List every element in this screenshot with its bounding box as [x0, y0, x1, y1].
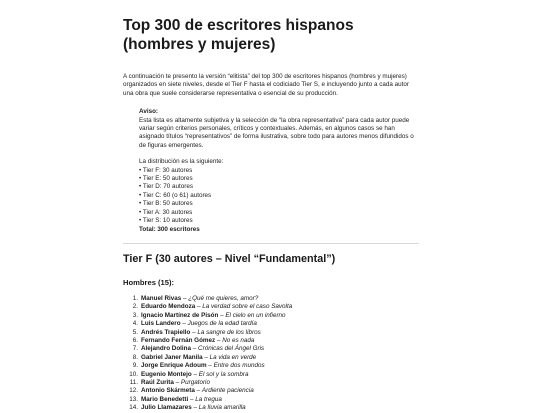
author-entry — [141, 387, 254, 395]
author-number: 1. — [132, 294, 138, 302]
author-item — [123, 404, 419, 412]
author-separator: – — [191, 370, 199, 378]
distribution-heading: La distribución es la siguiente: — [139, 158, 224, 166]
author-entry — [141, 379, 210, 387]
distribution-item: • Tier C: 60 (o 61) autores — [139, 192, 419, 200]
author-work: La lluvia amarilla — [198, 404, 246, 412]
author-name: Manuel Rivas — [141, 294, 182, 302]
notice-text: Esta lista es altamente subjetiva y la selección de “la obra representativa” para cada autor puede variar según criterios personales, críticos y contextuales. Además, en algunos casos se han asignado títulos “representativos” de forma ilustrativa, sobre todo para autores menos difundidos o de figuras emergentes. — [139, 116, 414, 149]
author-work: Purgatorio — [180, 378, 210, 386]
author-work: Crónicas del Ángel Gris — [198, 345, 265, 353]
author-work: El cielo en un infierno — [225, 311, 286, 319]
section-title: Tier F (30 autores – Nivel “Fundamental”) — [123, 252, 336, 265]
author-entry — [141, 371, 248, 379]
author-work: El sol y la sombra — [198, 370, 249, 378]
notice-block — [139, 108, 419, 150]
distribution-item: • Tier S: 10 autores — [139, 217, 419, 225]
author-item — [123, 362, 419, 370]
author-item — [123, 320, 419, 328]
distribution-item: • Tier D: 70 autores — [139, 183, 419, 191]
distribution-item: • Tier F: 30 autores — [139, 167, 419, 175]
author-name: Eugenio Montejo — [141, 370, 192, 378]
page-title: Top 300 de escritores hispanos (hombres y mujeres) — [123, 17, 354, 53]
author-name: Eduardo Mendoza — [141, 303, 196, 311]
author-separator: – — [195, 303, 203, 311]
author-work: Ardiente paciencia — [201, 387, 254, 395]
author-number: 10. — [129, 370, 138, 378]
author-separator: – — [191, 404, 199, 412]
author-separator: – — [181, 294, 189, 302]
distribution-total: Total: 300 escritores — [139, 225, 200, 233]
author-item — [123, 371, 419, 379]
author-item — [123, 312, 419, 320]
distribution-list — [139, 167, 419, 226]
author-separator: – — [206, 362, 214, 370]
author-work: No es nada — [222, 336, 255, 344]
author-separator: – — [215, 336, 223, 344]
author-name: Julio Llamazares — [141, 404, 192, 412]
author-separator: – — [188, 395, 196, 403]
author-name: Raúl Zurita — [141, 378, 174, 386]
author-number: 3. — [132, 311, 138, 319]
author-name: Fernando Fernán Gómez — [141, 336, 216, 344]
author-name: Alejandro Dolina — [141, 345, 192, 353]
author-number: 8. — [132, 353, 138, 361]
author-entry — [141, 396, 222, 404]
author-work: La vida en verde — [209, 353, 257, 361]
author-item — [123, 345, 419, 353]
author-separator: – — [180, 320, 188, 328]
author-entry — [141, 295, 258, 303]
author-name: Jorge Enrique Adoum — [141, 362, 207, 370]
author-separator: – — [191, 345, 199, 353]
distribution-block — [139, 158, 419, 234]
author-entry — [141, 312, 286, 320]
author-name: Andrés Trapiello — [141, 328, 191, 336]
author-separator: – — [194, 387, 202, 395]
author-entry — [141, 354, 256, 362]
author-work: ¿Qué me quieres, amor? — [188, 294, 259, 302]
author-number: 11. — [129, 378, 138, 386]
author-item — [123, 387, 419, 395]
author-number: 5. — [132, 328, 138, 336]
notice-title: Aviso: — [139, 108, 159, 116]
author-item — [123, 379, 419, 387]
document-body — [123, 0, 419, 413]
distribution-item: • Tier B: 50 autores — [139, 200, 419, 208]
author-number: 6. — [132, 336, 138, 344]
author-entry — [141, 303, 292, 311]
author-separator: – — [202, 353, 210, 361]
author-number: 14. — [129, 404, 138, 412]
author-item — [123, 303, 419, 311]
author-separator: – — [173, 378, 181, 386]
author-number: 9. — [132, 362, 138, 370]
author-name: Ignacio Martínez de Pisón — [141, 311, 219, 319]
author-entry — [141, 404, 246, 412]
author-work: La sangre de los libros — [197, 328, 261, 336]
author-entry — [141, 345, 264, 353]
distribution-item: • Tier A: 30 autores — [139, 209, 419, 217]
author-number: 4. — [132, 320, 138, 328]
author-separator: – — [190, 328, 198, 336]
intro-paragraph: A continuación te presento la versión “elitista” del top 300 de escritores hispanos (hombres y mujeres) organizados en siete niveles, desde el Tier F hasta el codiciado Tier S, e incluyendo junto a cada autor una obra que suele considerarse representativa o esencial de su producción. — [123, 73, 409, 97]
author-work: Juegos de la edad tardía — [187, 320, 257, 328]
author-entry — [141, 329, 261, 337]
author-number: 13. — [129, 395, 138, 403]
author-name: Mario Benedetti — [141, 395, 189, 403]
author-separator: – — [218, 311, 226, 319]
author-number: 12. — [129, 387, 138, 395]
author-work: Entre dos mundos — [213, 362, 265, 370]
author-item — [123, 354, 419, 362]
author-item — [123, 396, 419, 404]
author-number: 7. — [132, 345, 138, 353]
section-subtitle: Hombres (15): — [123, 277, 175, 287]
author-item — [123, 329, 419, 337]
author-work: La verdad sobre el caso Savolta — [202, 303, 293, 311]
author-work: La tregua — [195, 395, 222, 403]
author-name: Luis Landero — [141, 320, 181, 328]
distribution-item: • Tier E: 50 autores — [139, 175, 419, 183]
author-name: Antonio Skármeta — [141, 387, 195, 395]
author-number: 2. — [132, 303, 138, 311]
author-list — [123, 295, 419, 413]
section-divider — [123, 243, 419, 244]
author-item — [123, 295, 419, 303]
author-entry — [141, 362, 265, 370]
author-entry — [141, 320, 257, 328]
author-name: Gabriel Janer Manila — [141, 353, 203, 361]
